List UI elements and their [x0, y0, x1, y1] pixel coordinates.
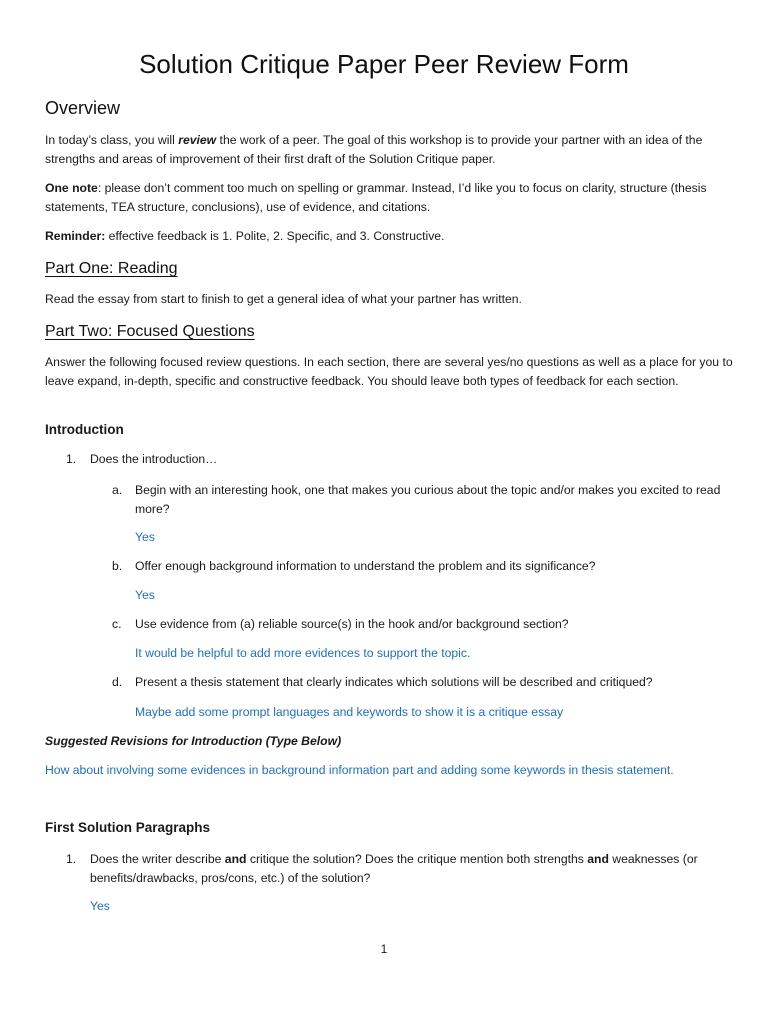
intro-revisions-label: Suggested Revisions for Introduction (Type Below) — [45, 734, 342, 748]
intro-item-c-letter: c. — [112, 617, 122, 631]
part-one-text: Read the essay from start to finish to get a general idea of what your partner has written. — [45, 292, 522, 306]
page-number: 1 — [380, 942, 388, 956]
document-title: Solution Critique Paper Peer Review Form — [139, 49, 629, 79]
overview-review-emphasis: review — [178, 133, 217, 147]
one-note-paragraph — [45, 179, 735, 217]
solution-q1-answer[interactable]: Yes — [90, 899, 110, 913]
solution-q1-text — [90, 850, 730, 888]
intro-item-a-letter: a. — [112, 483, 123, 497]
solution-q1-part-c: weaknesses (or benefits/drawbacks, pros/cons, etc.) of the solution? — [90, 852, 698, 885]
solution-q1-bold-and-1: and — [224, 852, 247, 866]
overview-text-1: In today’s class, you will — [45, 133, 179, 147]
overview-heading: Overview — [45, 98, 121, 118]
solution-q1-bold-and-2: and — [587, 852, 609, 866]
introduction-heading: Introduction — [45, 422, 124, 437]
intro-item-b-answer[interactable]: Yes — [135, 588, 155, 602]
solution-q1-number: 1. — [66, 852, 77, 866]
one-note-text: : please don’t comment too much on spelling or grammar. Instead, I’d like you to focus on clarity, structure (thesis statements, TEA structure, conclusions), use of evidence, and citations. — [45, 181, 707, 214]
reminder-text: effective feedback is 1. Polite, 2. Specific, and 3. Constructive. — [105, 229, 445, 243]
reminder-label: Reminder: — [45, 229, 106, 243]
intro-item-c-answer[interactable]: It would be helpful to add more evidences to support the topic. — [135, 646, 471, 660]
overview-text-2: the work of a peer. The goal of this workshop is to provide your partner with an idea of the strengths and areas of improvement of their first draft of the Solution Critique paper. — [45, 133, 703, 166]
intro-item-a-text: Begin with an interesting hook, one that makes you curious about the topic and/or makes you excited to read more? — [135, 483, 721, 516]
intro-item-b-letter: b. — [112, 559, 123, 573]
part-one-heading: Part One: Reading — [45, 260, 178, 277]
one-note-label: One note — [45, 181, 98, 195]
intro-item-c-text: Use evidence from (a) reliable source(s) in the hook and/or background section? — [135, 617, 569, 631]
part-two-text: Answer the following focused review questions. In each section, there are several yes/no questions as well as a place for you to leave expand, in-depth, specific and constructive feedback. You should leave both types of feedback for each section. — [45, 355, 733, 388]
intro-item-b-text: Offer enough background information to understand the problem and its significance? — [135, 559, 596, 573]
intro-q1-text: Does the introduction… — [90, 452, 218, 466]
intro-revisions-answer[interactable]: How about involving some evidences in background information part and adding some keywords in thesis statement. — [45, 763, 674, 777]
intro-item-d-letter: d. — [112, 675, 123, 689]
part-two-heading: Part Two: Focused Questions — [45, 323, 255, 340]
intro-item-a-answer[interactable]: Yes — [135, 530, 155, 544]
solution-q1-part-a: Does the writer describe — [90, 852, 225, 866]
overview-paragraph — [45, 131, 735, 169]
first-solution-heading: First Solution Paragraphs — [45, 820, 211, 835]
intro-item-d-text: Present a thesis statement that clearly indicates which solutions will be described and critiqued? — [135, 675, 653, 689]
intro-q1-number: 1. — [66, 452, 77, 466]
reminder-paragraph — [45, 227, 735, 246]
intro-item-d-answer[interactable]: Maybe add some prompt languages and keywords to show it is a critique essay — [135, 705, 564, 719]
solution-q1-part-b: critique the solution? Does the critique mention both strengths — [246, 852, 588, 866]
